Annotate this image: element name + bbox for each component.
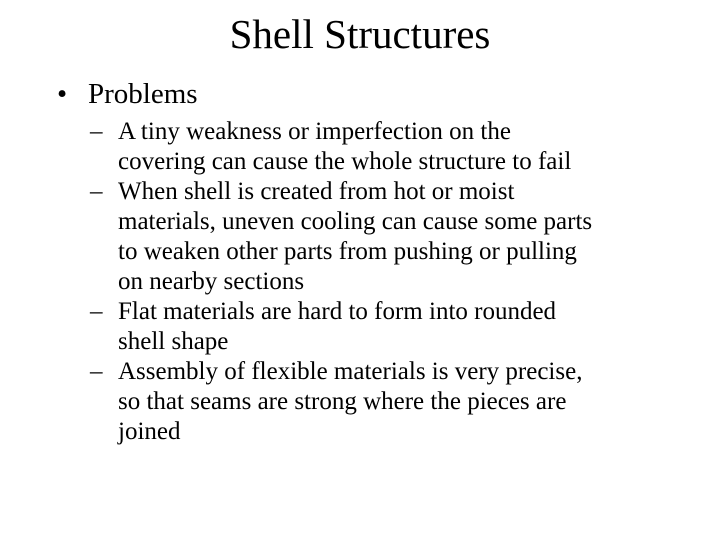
text-line: to weaken other parts from pushing or pulling <box>118 238 577 265</box>
dash-icon: – <box>90 118 103 145</box>
text-line: joined <box>118 418 181 445</box>
main-bullet-item <box>57 76 198 112</box>
text-line: When shell is created from hot or moist <box>118 178 515 205</box>
dash-icon: – <box>90 358 103 385</box>
sub-bullet-item <box>90 357 690 447</box>
text-line: on nearby sections <box>118 268 305 295</box>
text-line: Flat materials are hard to form into rounded <box>118 298 557 325</box>
sub-bullet-item <box>90 297 690 357</box>
text-line: so that seams are strong where the pieces are <box>118 388 567 415</box>
sub-bullet-text <box>118 357 690 447</box>
text-line: materials, uneven cooling can cause some parts <box>118 208 593 235</box>
dash-icon: – <box>90 298 103 325</box>
sub-bullet-list <box>90 117 690 447</box>
sub-bullet-text <box>118 177 690 297</box>
text-line: shell shape <box>118 328 229 355</box>
text-line: Assembly of flexible materials is very precise, <box>118 358 583 385</box>
text-line: covering can cause the whole structure to fail <box>118 148 572 175</box>
dash-icon: – <box>90 178 103 205</box>
sub-bullet-text <box>118 117 690 177</box>
sub-bullet-text <box>118 297 690 357</box>
slide-title: Shell Structures <box>229 11 491 57</box>
sub-bullet-item <box>90 177 690 297</box>
sub-bullet-item <box>90 117 690 177</box>
bullet-icon: • <box>57 78 68 110</box>
main-bullet-text: Problems <box>88 78 198 110</box>
text-line: A tiny weakness or imperfection on the <box>118 118 511 145</box>
